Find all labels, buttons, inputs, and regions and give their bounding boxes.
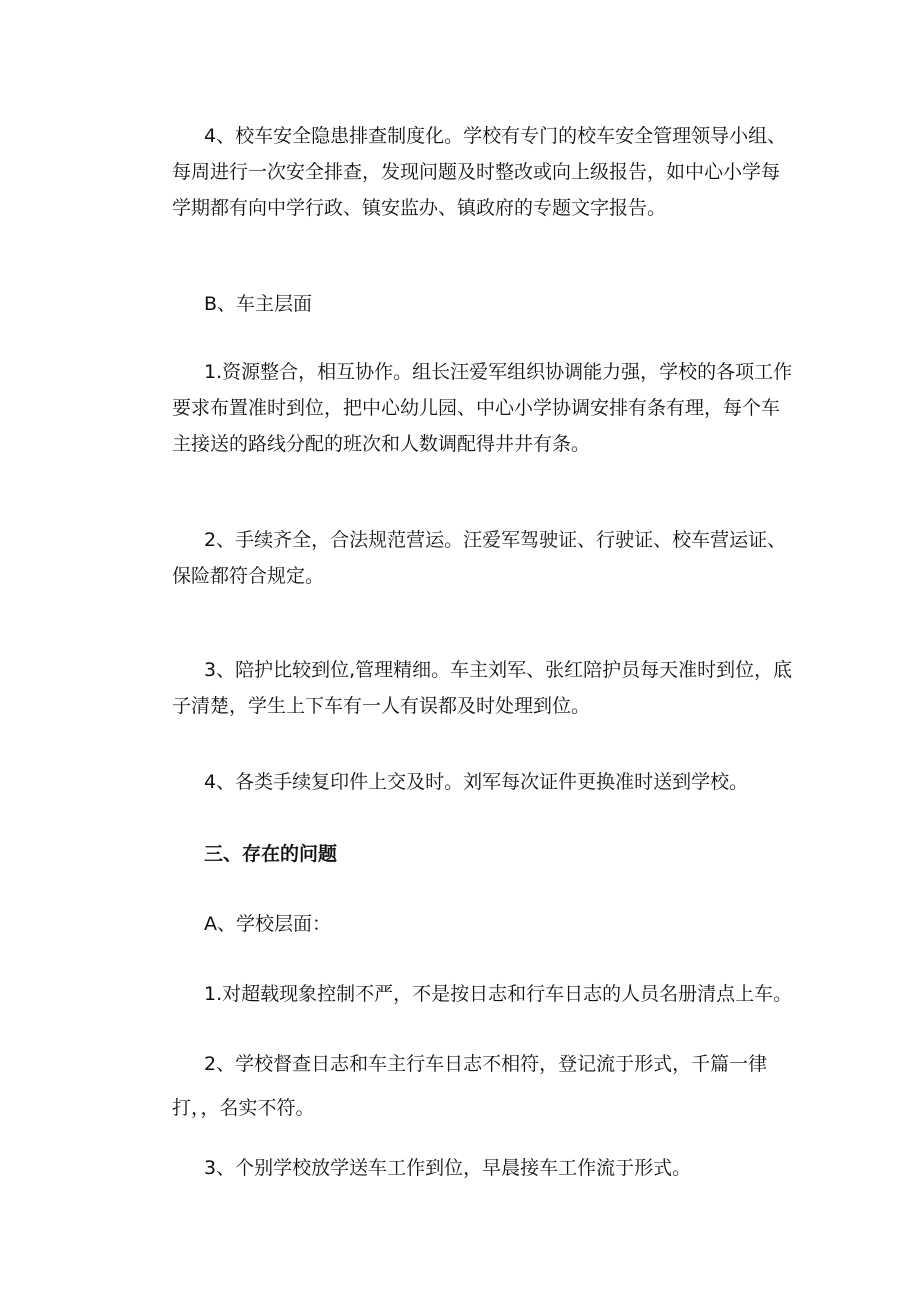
text-line: 要求布置准时到位，把中心幼儿园、中心小学协调安排有条有理，每个车 bbox=[172, 397, 781, 419]
paragraph-problem-item-1 bbox=[140, 976, 800, 1012]
text-line: 保险都符合规定。 bbox=[172, 565, 325, 587]
text-line: B、车主层面 bbox=[204, 293, 313, 315]
text-line: 3、个别学校放学送车工作到位，早晨接车工作流于形式。 bbox=[204, 1157, 692, 1179]
section-heading-problems bbox=[140, 836, 800, 872]
section-heading-school-level bbox=[140, 906, 800, 942]
text-line: 三、存在的问题 bbox=[204, 843, 338, 865]
text-line: 主接送的路线分配的班次和人数调配得井井有条。 bbox=[172, 433, 591, 455]
text-line: 3、陪护比较到位,管理精细。车主刘军、张红陪护员每天准时到位，底 bbox=[204, 659, 793, 681]
text-line: 1.对超载现象控制不严，不是按日志和行车日志的人员名册清点上车。 bbox=[204, 983, 793, 1005]
section-heading-owner-level bbox=[140, 286, 800, 322]
text-line: 4、各类手续复印件上交及时。刘军每次证件更换准时送到学校。 bbox=[204, 771, 749, 793]
text-line: 子清楚，学生上下车有一人有误都及时处理到位。 bbox=[172, 695, 591, 717]
paragraph-owner-item-1 bbox=[140, 354, 800, 462]
paragraph-problem-item-2 bbox=[140, 1046, 800, 1126]
text-line: 打，，名实不符。 bbox=[172, 1097, 315, 1119]
paragraph-owner-item-3 bbox=[140, 652, 800, 724]
text-line: 2、学校督查日志和车主行车日志不相符，登记流于形式，千篇一律 bbox=[204, 1053, 768, 1075]
text-line: 每周进行一次安全排查，发现问题及时整改或向上级报告，如中心小学每 bbox=[172, 161, 781, 183]
text-line: 1.资源整合，相互协作。组长汪爱军组织协调能力强，学校的各项工作 bbox=[204, 361, 793, 383]
paragraph-problem-item-3 bbox=[140, 1150, 800, 1186]
paragraph-owner-item-4 bbox=[140, 764, 800, 800]
text-line: 学期都有向中学行政、镇安监办、镇政府的专题文字报告。 bbox=[172, 197, 667, 219]
text-line: A、学校层面： bbox=[204, 913, 331, 935]
text-line: 4、校车安全隐患排查制度化。学校有专门的校车安全管理领导小组、 bbox=[204, 125, 787, 147]
paragraph-owner-item-2 bbox=[140, 522, 800, 594]
paragraph-school-item-4 bbox=[140, 118, 800, 226]
text-line: 2、手续齐全，合法规范营运。汪爱军驾驶证、行驶证、校车营运证、 bbox=[204, 529, 787, 551]
